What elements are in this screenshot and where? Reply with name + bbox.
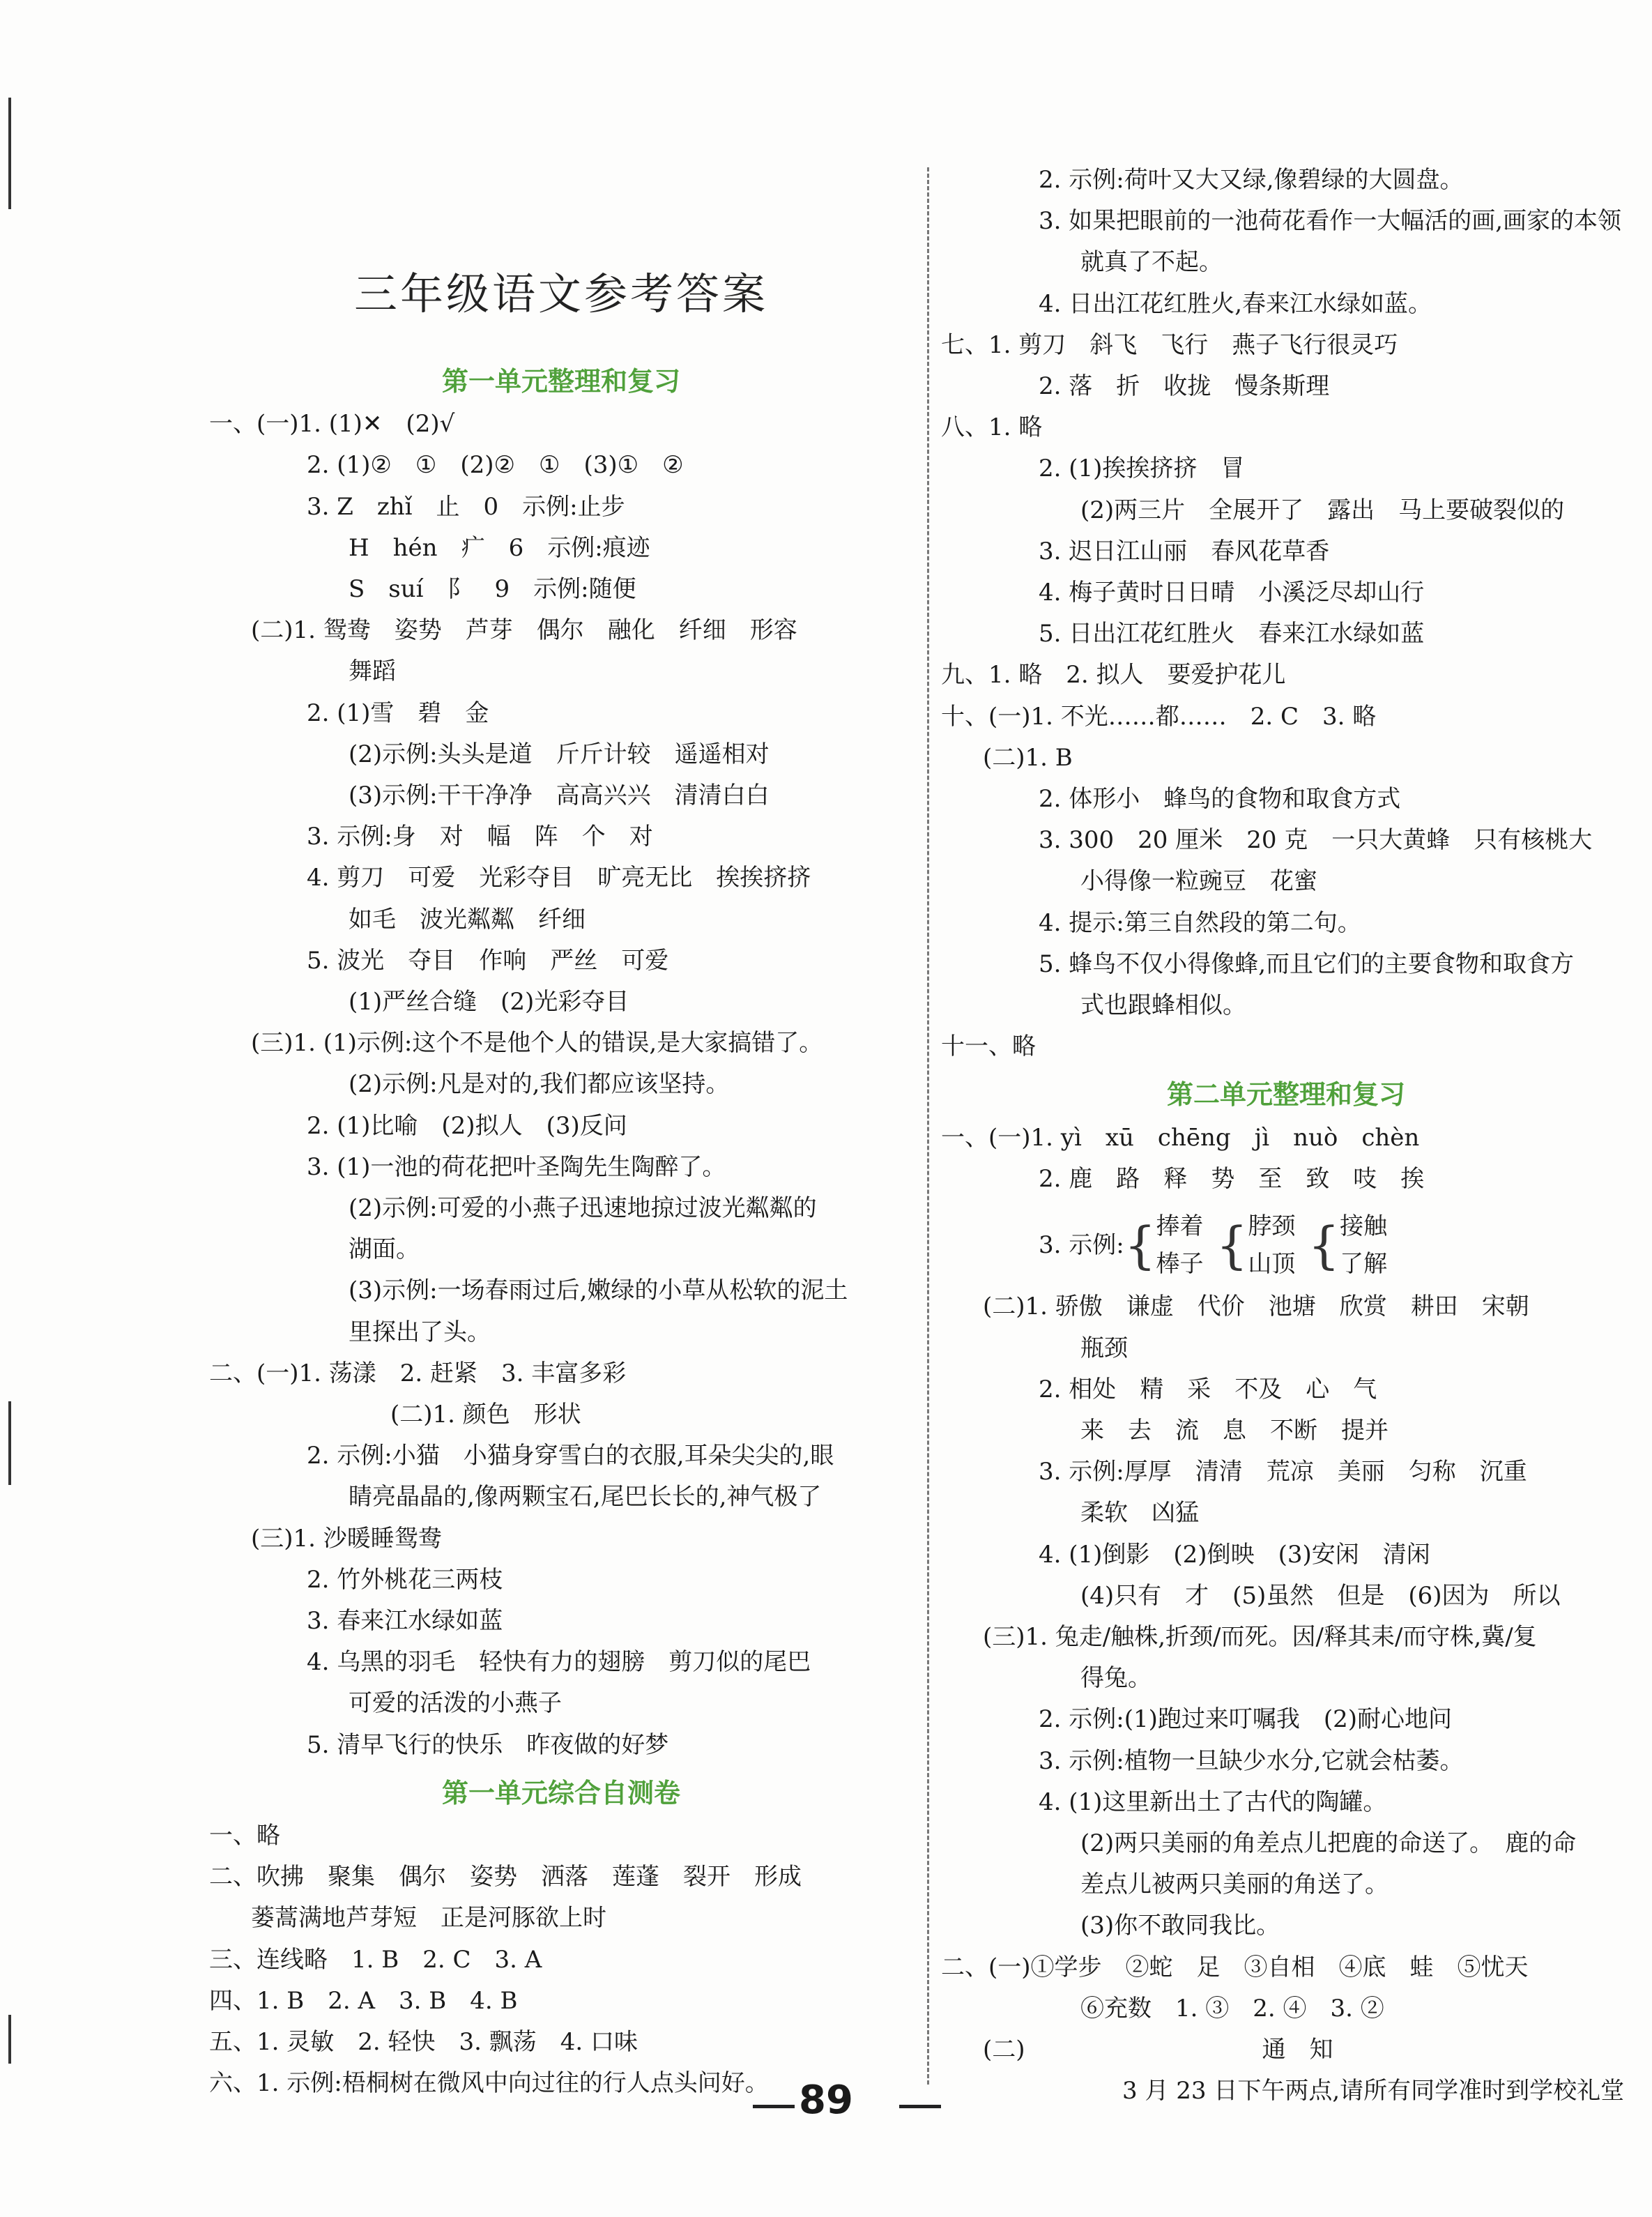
answer-line: 十、(一)1. 不光……都…… 2. C 3. 略: [941, 702, 1377, 731]
section-heading: 第二单元整理和复习: [1166, 1079, 1405, 1111]
section-heading: 第一单元整理和复习: [441, 366, 680, 397]
brace-word: 接触: [1340, 1212, 1388, 1240]
answer-line: 3. 春来江水绿如蓝: [307, 1607, 503, 1635]
answer-line: 2. 体形小 蜂鸟的食物和取食方式: [1039, 785, 1401, 813]
answer-line: 2. (1)雪 碧 金: [307, 699, 489, 727]
answer-line: 4. 提示:第三自然段的第二句。: [1039, 908, 1361, 937]
answer-line: 蒌蒿满地芦芽短 正是河豚欲上时: [251, 1904, 606, 1933]
scan-edge-mark: [8, 98, 11, 209]
answer-line: 3. 迟日江山丽 春风花草香: [1039, 537, 1330, 565]
answer-line: (二) 通 知: [983, 2036, 1333, 2064]
answer-line: S suí 阝 9 示例:随便: [349, 575, 636, 603]
answer-line: (三)1. 兔走/触株,折颈/而死。因/释其耒/而守株,冀/复: [983, 1623, 1537, 1651]
answer-line: 2. 相处 精 采 不及 心 气: [1039, 1375, 1377, 1403]
answer-line: 二、吹拂 聚集 偶尔 姿势 洒落 莲蓬 裂开 形成: [209, 1863, 802, 1891]
answer-line: 2. 竹外桃花三两枝: [307, 1565, 503, 1594]
page-number-dash: [899, 2105, 941, 2108]
answer-line: 2. 示例:小猫 小猫身穿雪白的衣服,耳朵尖尖的,眼: [307, 1442, 834, 1470]
brace-label: 3. 示例:: [1039, 1231, 1124, 1259]
answer-line: 式也跟蜂相似。: [1080, 991, 1246, 1019]
answer-line: 小得像一粒豌豆 花蜜: [1080, 867, 1317, 896]
answer-line: (2)两只美丽的角差点儿把鹿的命送了。 鹿的命: [1080, 1829, 1577, 1857]
answer-line: 3. (1)一池的荷花把叶圣陶先生陶醉了。: [307, 1152, 726, 1181]
answer-line: (3)示例:干干净净 高高兴兴 清清白白: [349, 782, 770, 809]
brace-glyph: {: [1308, 1216, 1340, 1274]
answer-line: 3. 300 20 厘米 20 克 一只大黄蜂 只有核桃大: [1039, 826, 1593, 855]
column-divider: [927, 167, 929, 2085]
answer-line: (三)1. 沙暖睡鸳鸯: [251, 1524, 442, 1553]
answer-line: (二)1. 颜色 形状: [390, 1401, 581, 1429]
scan-edge-mark: [8, 2015, 11, 2064]
answer-line: 三、连线略 1. B 2. C 3. A: [209, 1945, 542, 1974]
answer-line: 2. 鹿 路 释 势 至 致 吱 挨: [1039, 1164, 1425, 1193]
answer-line: 4. 日出江花红胜火,春来江水绿如蓝。: [1039, 289, 1432, 318]
answer-line: 2. 示例:荷叶又大又绿,像碧绿的大圆盘。: [1039, 166, 1464, 194]
brace-word: 山顶: [1248, 1250, 1296, 1278]
answer-line: (三)1. (1)示例:这个不是他个人的错误,是大家搞错了。: [251, 1029, 823, 1058]
answer-line: 七、1. 剪刀 斜飞 飞行 燕子飞行很灵巧: [941, 330, 1398, 359]
answer-line: 得兔。: [1080, 1664, 1152, 1693]
answer-line: 3 月 23 日下午两点,请所有同学准时到学校礼堂: [1122, 2077, 1625, 2105]
answer-line: 湖面。: [349, 1235, 420, 1264]
answer-line: H hén 疒 6 示例:痕迹: [349, 533, 650, 562]
brace-word: 脖颈: [1248, 1212, 1296, 1240]
answer-line: 4. 剪刀 可爱 光彩夺目 旷亮无比 挨挨挤挤: [307, 864, 811, 892]
answer-line: 六、1. 示例:梧桐树在微风中向过往的行人点头问好。: [209, 2069, 769, 2098]
answer-line: 舞蹈: [349, 657, 396, 686]
answer-line: 5. 清早飞行的快乐 昨夜做的好梦: [307, 1730, 669, 1759]
answer-line: 5. 日出江花红胜火 春来江水绿如蓝: [1039, 620, 1425, 648]
answer-line: 柔软 凶猛: [1080, 1499, 1199, 1527]
answer-line: 3. Z zhǐ 止 0 示例:止步: [307, 492, 625, 521]
answer-line: 4. (1)这里新出土了古代的陶罐。: [1039, 1788, 1387, 1816]
word-pair-braces: [1039, 1207, 1400, 1283]
answer-line: 四、1. B 2. A 3. B 4. B: [209, 1986, 518, 2015]
page-number: 89: [799, 2078, 853, 2123]
answer-line: 4. 梅子黄时日日晴 小溪泛尽却山行: [1039, 579, 1425, 607]
answer-line: 5. 蜂鸟不仅小得像蜂,而且它们的主要食物和取食方: [1039, 950, 1575, 978]
answer-line: ⑥充数 1. ③ 2. ④ 3. ②: [1080, 1994, 1384, 2022]
answer-line: 瓶颈: [1080, 1334, 1128, 1362]
answer-line: 3. 如果把眼前的一池荷花看作一大幅活的画,画家的本领: [1039, 207, 1622, 236]
answer-line: 一、略: [209, 1822, 280, 1850]
answer-line: 4. 乌黑的羽毛 轻快有力的翅膀 剪刀似的尾巴: [307, 1648, 811, 1677]
brace-word: 捧着: [1156, 1212, 1204, 1240]
answer-line: 2. (1)比喻 (2)拟人 (3)反问: [307, 1111, 627, 1140]
answer-line: (4)只有 才 (5)虽然 但是 (6)因为 所以: [1080, 1581, 1561, 1610]
brace-word: 棒子: [1156, 1250, 1204, 1278]
answer-line: 一、(一)1. (1)✕ (2)√: [209, 410, 455, 439]
answer-line: 2. 落 折 收拢 慢条斯理: [1039, 372, 1330, 400]
answer-line: (3)示例:一场春雨过后,嫩绿的小草从松软的泥土: [349, 1277, 848, 1305]
answer-line: 2. (1)挨挨挤挤 冒: [1039, 455, 1245, 483]
answer-line: 十一、略: [941, 1033, 1036, 1061]
answer-line: 九、1. 略 2. 拟人 要爱护花儿: [941, 661, 1286, 690]
brace-group: [1308, 1207, 1387, 1283]
answer-line: (3)你不敢同我比。: [1080, 1912, 1280, 1940]
brace-glyph: {: [1216, 1216, 1248, 1274]
answer-line: (二)1. B: [983, 743, 1073, 772]
answer-line: (2)示例:凡是对的,我们都应该坚持。: [349, 1070, 730, 1099]
section-heading: 第一单元综合自测卷: [441, 1777, 680, 1808]
answer-line: 5. 波光 夺目 作响 严丝 可爱: [307, 946, 669, 975]
answer-line: 如毛 波光粼粼 纤细: [349, 905, 586, 934]
answer-line: (2)示例:头头是道 斤斤计较 遥遥相对: [349, 740, 770, 768]
answer-line: 八、1. 略: [941, 413, 1043, 442]
answer-line: 2. 示例:(1)跑过来叮嘱我 (2)耐心地问: [1039, 1705, 1453, 1734]
brace-group: [1216, 1207, 1296, 1283]
answer-line: 4. (1)倒影 (2)倒映 (3)安闲 清闲: [1039, 1540, 1430, 1569]
brace-word: 了解: [1340, 1250, 1388, 1278]
answer-line: (1)严丝合缝 (2)光彩夺目: [349, 988, 629, 1016]
scan-edge-mark: [8, 1401, 11, 1485]
answer-line: (2)示例:可爱的小燕子迅速地掠过波光粼粼的: [349, 1194, 817, 1222]
answer-line: 来 去 流 息 不断 提并: [1080, 1417, 1389, 1445]
answer-line: (二)1. 鸳鸯 姿势 芦芽 偶尔 融化 纤细 形容: [251, 616, 797, 645]
answer-line: 里探出了头。: [349, 1318, 491, 1346]
answer-line: (2)两三片 全展开了 露出 马上要破裂似的: [1080, 496, 1565, 524]
answer-line: 就真了不起。: [1080, 248, 1223, 277]
answer-line: 2. (1)② ① (2)② ① (3)① ②: [307, 451, 684, 480]
answer-line: 二、(一)①学步 ②蛇 足 ③自相 ④底 蛙 ⑤忧天: [941, 1953, 1529, 1981]
answer-line: 差点儿被两只美丽的角送了。: [1080, 1871, 1389, 1899]
answer-line: (二)1. 骄傲 谦虚 代价 池塘 欣赏 耕田 宋朝: [983, 1293, 1529, 1321]
page-title: 三年级语文参考答案: [353, 268, 768, 319]
answer-line: 3. 示例:身 对 幅 阵 个 对: [307, 823, 653, 851]
answer-line: 二、(一)1. 荡漾 2. 赶紧 3. 丰富多彩: [209, 1359, 627, 1387]
brace-glyph: {: [1124, 1216, 1156, 1274]
answer-line: 五、1. 灵敏 2. 轻快 3. 飘荡 4. 口味: [209, 2028, 638, 2056]
answer-line: 3. 示例:植物一旦缺少水分,它就会枯萎。: [1039, 1746, 1464, 1775]
answer-line: 睛亮晶晶的,像两颗宝石,尾巴长长的,神气极了: [349, 1483, 822, 1511]
answer-line: 一、(一)1. yì xū chēng jì nuò chèn: [941, 1123, 1420, 1152]
answer-line: 3. 示例:厚厚 清清 荒凉 美丽 匀称 沉重: [1039, 1458, 1527, 1486]
answer-line: 可爱的活泼的小燕子: [349, 1689, 562, 1718]
brace-group: [1124, 1207, 1204, 1283]
